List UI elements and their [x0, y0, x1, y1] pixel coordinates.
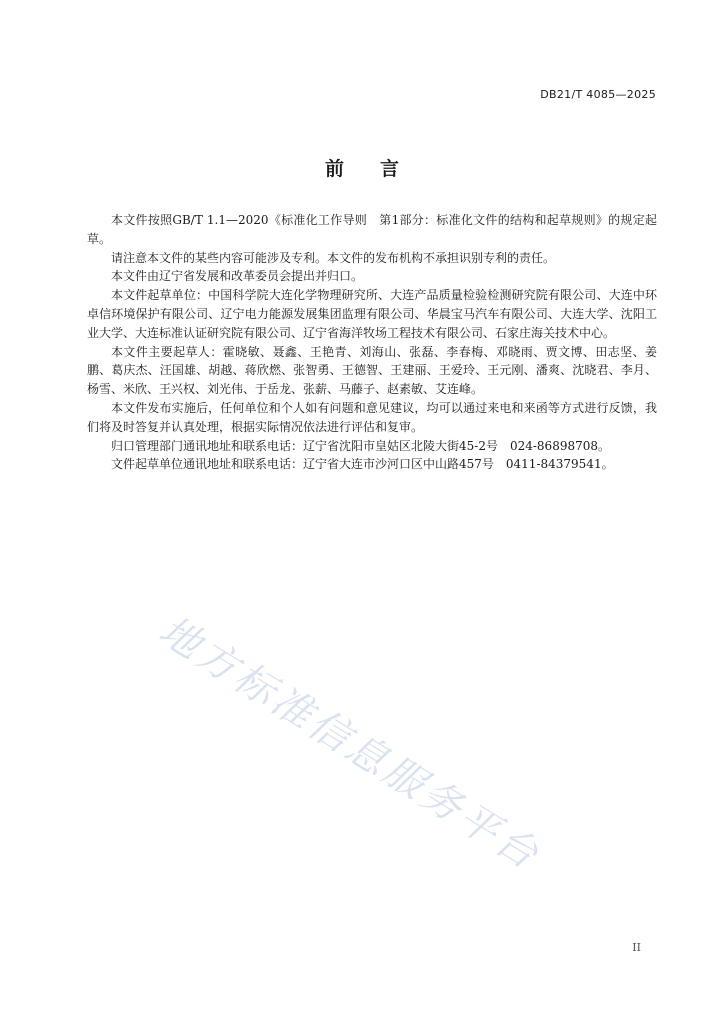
paragraph-drafting-units: 本文件起草单位：中国科学院大连化学物理研究所、大连产品质量检验检测研究院有限公司、大连中环卓信环境保护有限公司、辽宁电力能源发展集团监理有限公司、华晨宝马汽车有限公司、大连大学、沈阳工业大学、大连标准认证研究院有限公司、辽宁省海洋牧场工程技术有限公司、石家庄海关技术中心。 — [87, 288, 657, 340]
paragraph-proposer: 本文件由辽宁省发展和改革委员会提出并归口。 — [111, 269, 364, 284]
paragraph-patent-notice: 请注意本文件的某些内容可能涉及专利。本文件的发布机构不承担识别专利的责任。 — [111, 250, 556, 265]
paragraph-authority-contact: 归口管理部门通讯地址和联系电话：辽宁省沈阳市皇姑区北陵大街45-2号 024-86898708。 — [111, 438, 610, 453]
paragraph-drafter-contact: 文件起草单位通讯地址和联系电话：辽宁省大连市沙河口区中山路457号 0411-84379541。 — [111, 457, 614, 472]
page-title: 前言 — [324, 158, 435, 180]
paragraph-feedback: 本文件发布实施后，任何单位和个人如有问题和意见建议，均可以通过来电和来函等方式进行反馈，我们将及时答复并认真处理，根据实际情况依法进行评估和复审。 — [87, 400, 657, 434]
document-code: DB21/T 4085—2025 — [540, 88, 656, 101]
watermark: 地方标准信息服务平台 — [150, 607, 549, 880]
paragraph-drafters: 本文件主要起草人：霍晓敏、聂鑫、王艳青、刘海山、张磊、李春梅、邓晓雨、贾文博、田志坚、姜鹏、葛庆杰、汪国雄、胡越、蒋欣燃、张智勇、王德智、王建丽、王爱玲、王元刚、潘爽、沈晓君、李月、杨雪、米欣、王兴权、刘光伟、于岳龙、张薪、马藤子、赵素敏、艾连峰。 — [87, 344, 657, 397]
paragraph-drafting-rules: 本文件按照GB/T 1.1—2020《标准化工作导则 第1部分：标准化文件的结构和起草规则》的规定起草。 — [87, 213, 657, 246]
page-number: II — [632, 941, 641, 954]
foreword-body — [87, 211, 657, 474]
